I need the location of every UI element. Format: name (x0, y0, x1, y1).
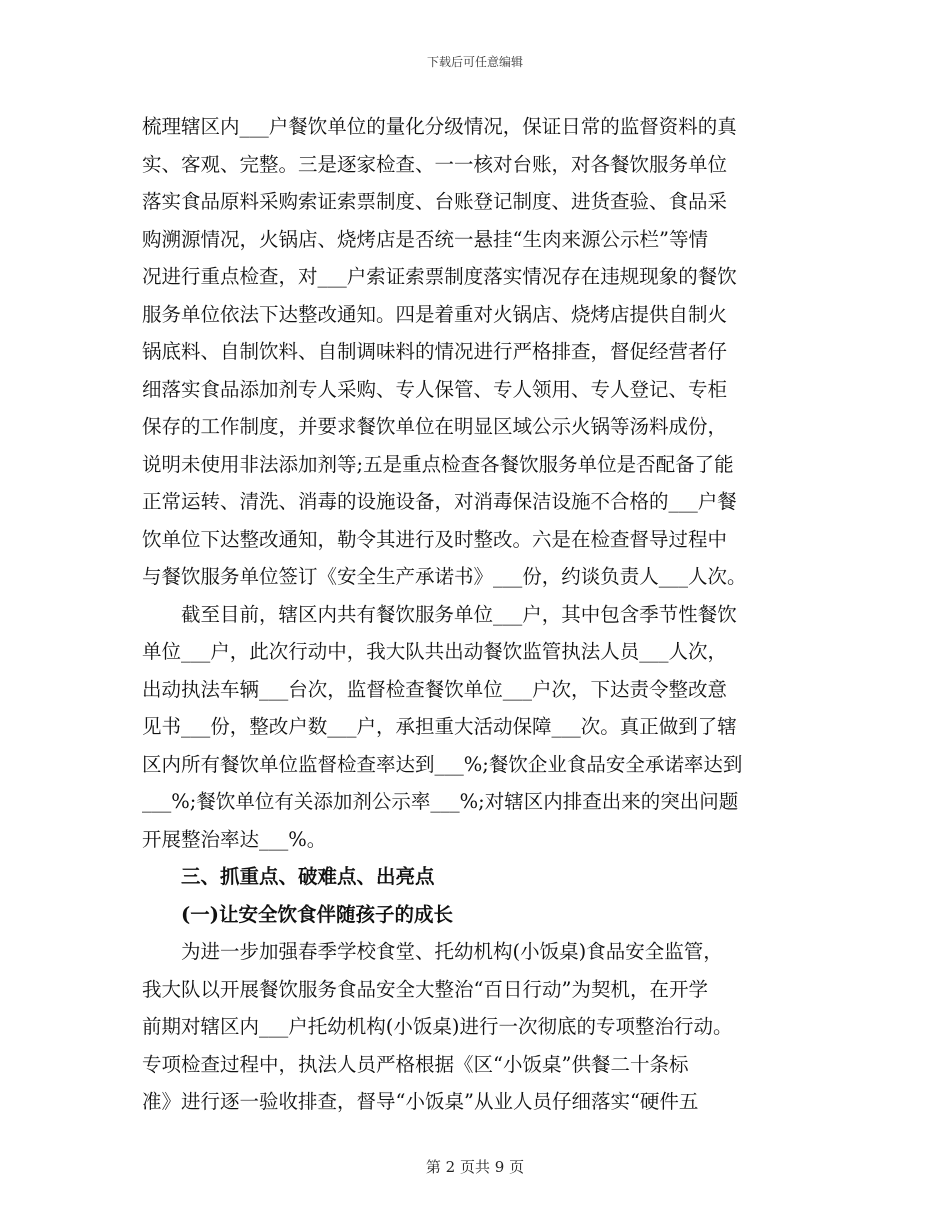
paragraph-line: 截至目前，辖区内共有餐饮服务单位___户，其中包含季节性餐饮 (181, 602, 737, 626)
paragraph-line: 我大队以开展餐饮服务食品安全大整治“百日行动”为契机，在开学 (142, 977, 708, 1001)
paragraph-line: 况进行重点检查，对___户索证索票制度落实情况存在违规现象的餐饮 (142, 265, 737, 288)
page-footer: 第 2 页共 9 页 (425, 1158, 525, 1176)
paragraph-line: 准》进行逐一验收排查，督导“小饭桌”从业人员仔细落实“硬件五 (142, 1090, 699, 1113)
paragraph-line: 梳理辖区内___户餐饮单位的量化分级情况，保证日常的监督资料的真 (142, 115, 737, 138)
paragraph-line: 购溯源情况，火锅店、烧烤店是否统一悬挂“生肉来源公示栏”等情 (142, 227, 708, 251)
paragraph-line: 前期对辖区内___户托幼机构(小饭桌)进行一次彻底的专项整治行动。 (142, 1015, 733, 1038)
section-heading-line: 三、抓重点、破难点、出亮点 (181, 865, 435, 888)
paragraph-line: 细落实食品添加剂专人采购、专人保管、专人领用、专人登记、专柜 (142, 377, 728, 401)
paragraph-line: 见书___份，整改户数___户，承担重大活动保障___次。真正做到了辖 (142, 715, 737, 738)
paragraph-line: 开展整治率达___%。 (142, 827, 327, 851)
section-heading-line: (一)让安全饮食伴随孩子的成长 (181, 902, 453, 926)
paragraph-line: 区内所有餐饮单位监督检查率达到___%;餐饮企业食品安全承诺率达到 (142, 752, 743, 776)
paragraph-line: 单位___户，此次行动中，我大队共出动餐饮监管执法人员___人次， (142, 640, 728, 663)
paragraph-line: ___%;餐饮单位有关添加剂公示率___%;对辖区内排查出来的突出问题 (142, 790, 739, 813)
document-body (142, 108, 808, 1121)
paragraph-line: 饮单位下达整改通知，勒令其进行及时整改。六是在检查督导过程中 (142, 527, 728, 551)
paragraph-line: 与餐饮服务单位签订《安全生产承诺书》___份，约谈负责人___人次。 (142, 565, 747, 588)
page-header: 下载后可任意编辑 (426, 55, 523, 69)
paragraph-line: 实、客观、完整。三是逐家检查、一一核对台账，对各餐饮服务单位 (142, 152, 728, 176)
paragraph-line: 正常运转、清洗、消毒的设施设备，对消毒保洁设施不合格的___户餐 (142, 490, 737, 513)
paragraph-line: 服务单位依法下达整改通知。四是着重对火锅店、烧烤店提供自制火 (142, 302, 728, 326)
paragraph-line: 落实食品原料采购索证索票制度、台账登记制度、进货查验、食品采 (142, 190, 728, 213)
paragraph-line: 出动执法车辆___台次，监督检查餐饮单位___户次，下达责令整改意 (142, 677, 728, 701)
paragraph-line: 专项检查过程中，执法人员严格根据《区“小饭桌”供餐二十条标 (142, 1052, 689, 1076)
paragraph-line: 说明未使用非法添加剂等;五是重点检查各餐饮服务单位是否配备了能 (142, 452, 734, 476)
paragraph-line: 保存的工作制度，并要求餐饮单位在明显区域公示火锅等汤料成份， (142, 415, 728, 438)
paragraph-line: 锅底料、自制饮料、自制调味料的情况进行严格排查，督促经营者仔 (142, 340, 728, 363)
paragraph-line: 为进一步加强春季学校食堂、托幼机构(小饭桌)食品安全监管， (181, 940, 723, 963)
